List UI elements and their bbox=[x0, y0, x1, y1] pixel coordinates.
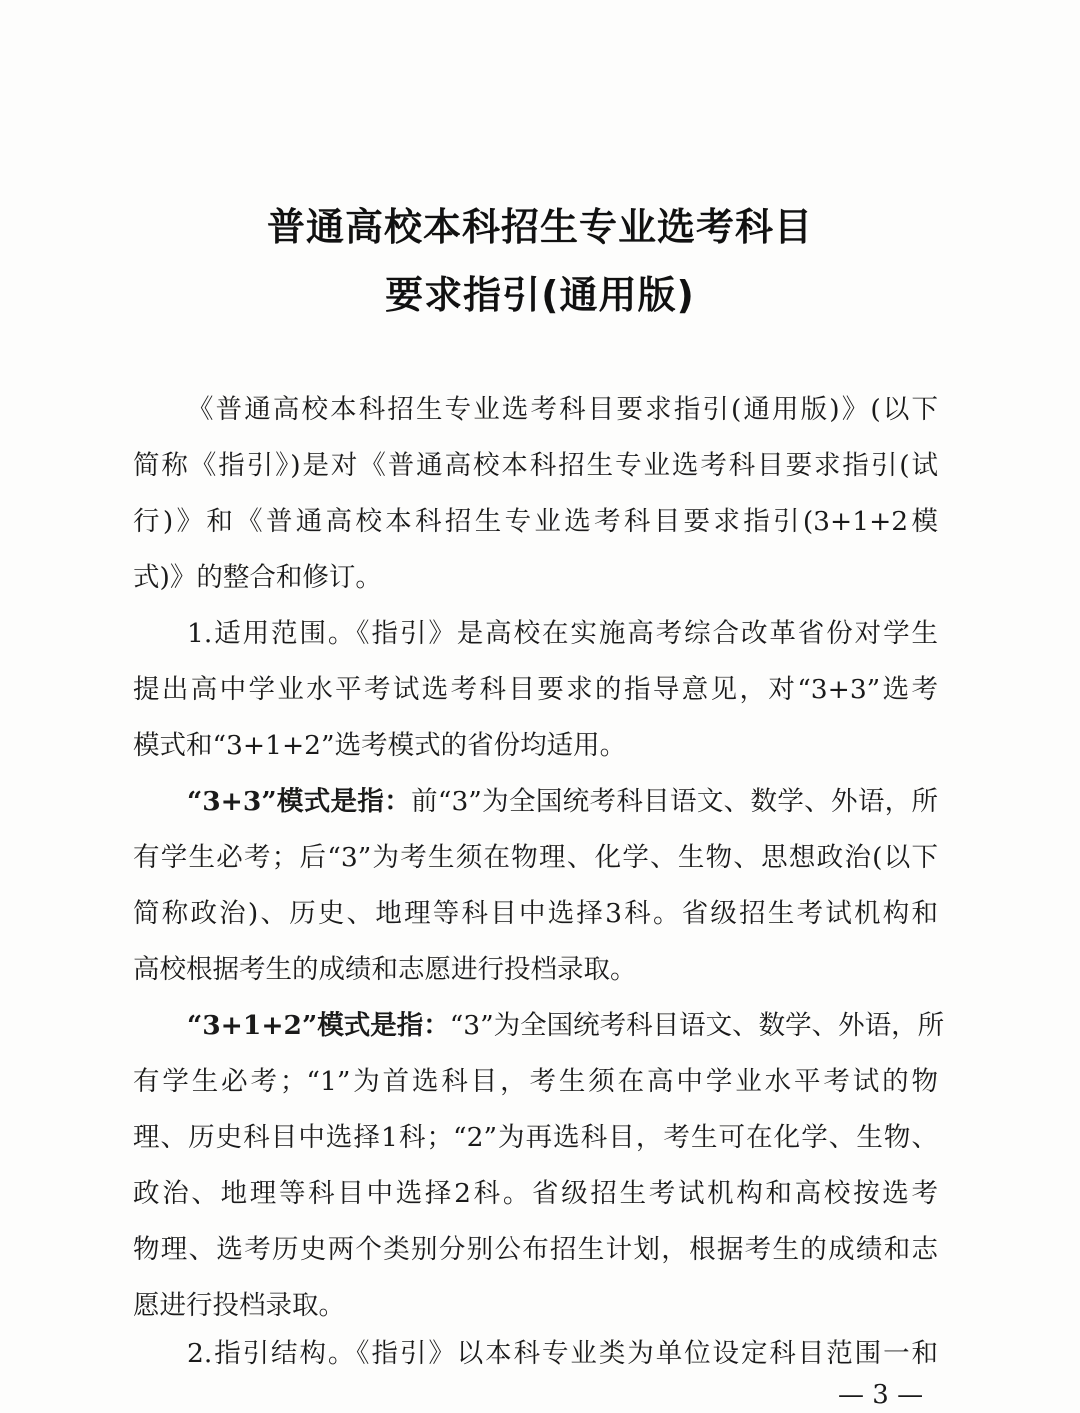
paragraph-4-line-1-text: “3”为全国统考科目语文、数学、外语，所 bbox=[449, 1010, 945, 1041]
paragraph-3-lead-term: “3+3”模式是指： bbox=[187, 786, 412, 817]
paragraph-4-lead-term: “3+1+2”模式是指： bbox=[187, 1010, 450, 1041]
paragraph-4-line-5: 物理、选考历史两个类别分别公布招生计划，根据考生的成绩和志 bbox=[133, 1234, 938, 1265]
paragraph-3-line-1 bbox=[187, 774, 938, 830]
paragraph-3-line-3: 简称政治)、历史、地理等科目中选择3科。省级招生考试机构和 bbox=[133, 898, 938, 929]
paragraph-2-line-3: 模式和“3+1+2”选考模式的省份均适用。 bbox=[133, 730, 627, 761]
paragraph-4-line-6: 愿进行投档录取。 bbox=[133, 1290, 345, 1321]
paragraph-4-line-3: 理、历史科目中选择1科；“2”为再选科目，考生可在化学、生物、 bbox=[133, 1122, 938, 1153]
paragraph-4-line-4: 政治、地理等科目中选择2科。省级招生考试机构和高校按选考 bbox=[133, 1178, 938, 1209]
document-title-line-1: 普通高校本科招生专业选考科目 bbox=[266, 205, 813, 249]
paragraph-1-line-4: 式)》的整合和修订。 bbox=[133, 562, 382, 593]
page-number: — 3 — bbox=[838, 1380, 924, 1410]
paragraph-4-line-1 bbox=[187, 998, 945, 1054]
paragraph-5-line-1: 2.指引结构。《指引》以本科专业类为单位设定科目范围一和 bbox=[187, 1338, 938, 1369]
paragraph-4-line-2: 有学生必考；“1”为首选科目，考生须在高中学业水平考试的物 bbox=[133, 1066, 938, 1097]
paragraph-1-line-2: 简称《指引》)是对《普通高校本科招生专业选考科目要求指引(试 bbox=[133, 450, 938, 481]
paragraph-3-line-4: 高校根据考生的成绩和志愿进行投档录取。 bbox=[133, 954, 637, 985]
paragraph-3-line-2: 有学生必考；后“3”为考生须在物理、化学、生物、思想政治(以下 bbox=[133, 842, 938, 873]
paragraph-2-line-1: 1.适用范围。《指引》是高校在实施高考综合改革省份对学生 bbox=[187, 618, 938, 649]
document-title-line-2: 要求指引(通用版) bbox=[385, 273, 695, 317]
paragraph-1-line-1: 《普通高校本科招生专业选考科目要求指引(通用版)》(以下 bbox=[187, 394, 938, 425]
paragraph-3-line-1-text: 前“3”为全国统考科目语文、数学、外语，所 bbox=[411, 786, 938, 817]
paragraph-1-line-3: 行)》和《普通高校本科招生专业选考科目要求指引(3+1+2模 bbox=[133, 506, 938, 537]
paragraph-2-line-2: 提出高中学业水平考试选考科目要求的指导意见，对“3+3”选考 bbox=[133, 674, 938, 705]
